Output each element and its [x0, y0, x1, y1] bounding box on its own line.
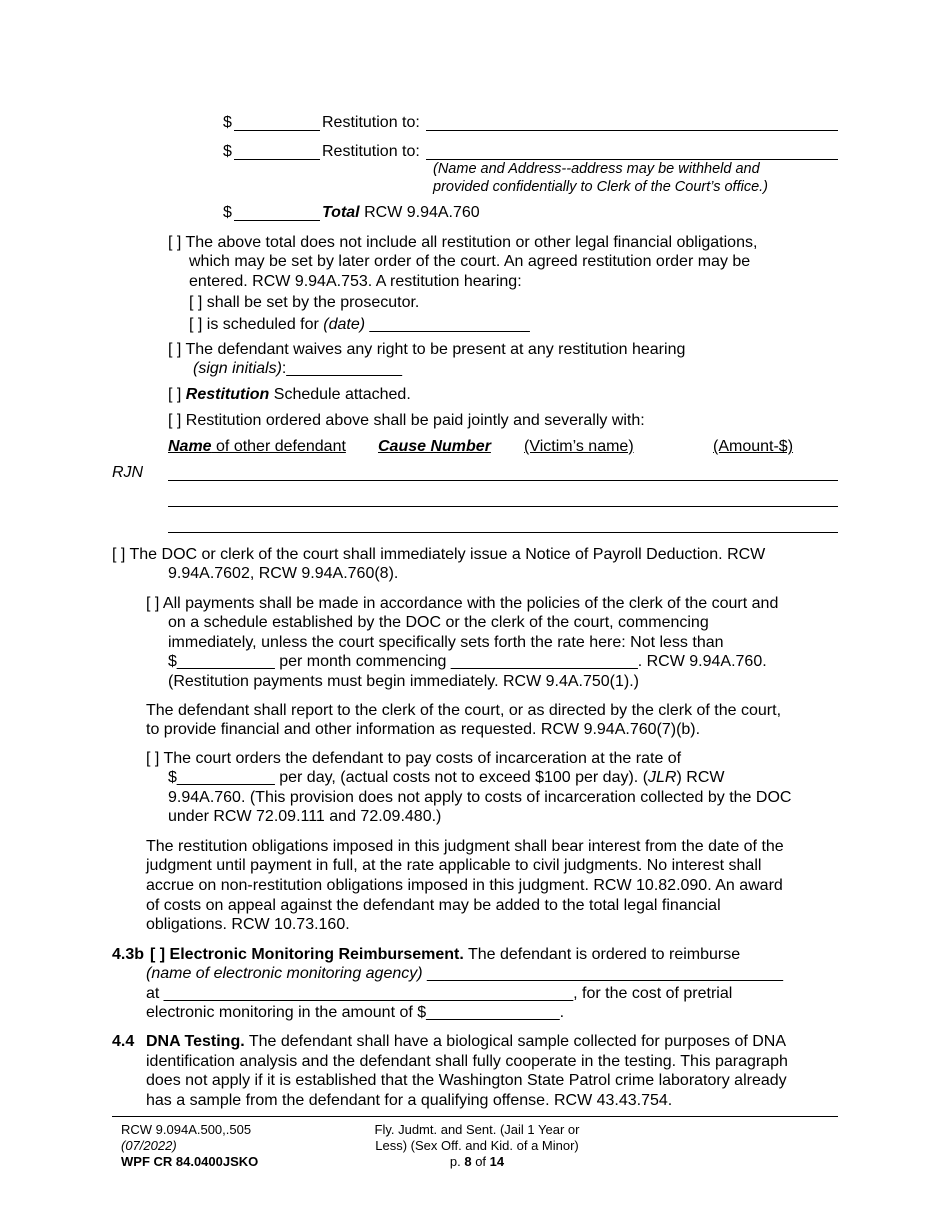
hearing-option-date	[189, 315, 530, 334]
electronic-line3: at ______________________________________________, for the cost of pretrial	[146, 985, 733, 1002]
footer-date: (07/2022)	[121, 1138, 177, 1153]
total-note-line3: entered. RCW 9.94A.753. A restitution hearing:	[189, 273, 522, 290]
dna-line1-text: The defendant shall have a biological sample collected for purposes of DNA	[244, 1033, 787, 1050]
total-word: Total	[322, 204, 360, 221]
rjn-label: RJN	[112, 464, 144, 481]
interest-line4: of costs on appeal against the defendant may be added to the total legal financial	[146, 897, 721, 914]
schedule-checkbox[interactable]: [ ]	[168, 386, 186, 403]
page-of: of	[471, 1154, 490, 1169]
dollar-sign-2: $	[223, 143, 232, 160]
col-victim-name: (Victim’s name)	[524, 438, 634, 455]
incarceration-line2	[168, 768, 724, 787]
incarceration-line4: under RCW 72.09.111 and 72.09.480.)	[168, 808, 442, 825]
restitution-bold: Restitution	[185, 386, 270, 403]
total-rcw: RCW 9.94A.760	[364, 204, 480, 221]
payments-line3: immediately, unless the court specifically sets forth the rate here: Not less than	[168, 634, 724, 651]
payroll-line2: 9.94A.7602, RCW 9.94A.760(8).	[168, 565, 399, 582]
waive-line2	[193, 359, 402, 378]
total-amount-blank[interactable]	[234, 220, 320, 221]
section-4-4-number: 4.4	[112, 1033, 135, 1050]
report-line1: The defendant shall report to the clerk of the court, or as directed by the clerk of the court,	[146, 702, 782, 719]
electronic-line1-text: The defendant is ordered to reimburse	[463, 946, 741, 963]
interest-line3: accrue on non-restitution obligations imposed in this judgment. RCW 10.82.090. An award	[146, 877, 783, 894]
date-label: (date)	[323, 316, 366, 333]
hearing-date-blank[interactable]: __________________	[369, 316, 530, 333]
dollar-sign-total: $	[223, 204, 232, 221]
payments-line5: (Restitution payments must begin immediately. RCW 9.4A.750(1).)	[168, 673, 639, 690]
electronic-heading: [ ] Electronic Monitoring Reimbursement.	[150, 946, 464, 963]
total-line	[322, 203, 480, 222]
report-line2: to provide financial and other information as requested. RCW 9.94A.760(7)(b).	[146, 721, 701, 738]
restitution-to-label-2: Restitution to:	[322, 143, 420, 160]
dna-line2: identification analysis and the defendant shall fully cooperate in the testing. This paragraph	[146, 1053, 788, 1070]
payroll-line1: [ ] The DOC or clerk of the court shall immediately issue a Notice of Payroll Deduction. RCW	[112, 546, 766, 563]
electronic-line2	[146, 964, 783, 983]
sign-initials-label: (sign initials)	[193, 360, 282, 377]
hearing-option-prosecutor: [ ] shall be set by the prosecutor.	[189, 294, 420, 311]
restitution-name-blank-1[interactable]	[426, 130, 838, 131]
dna-line3: does not apply if it is established that the Washington State Patrol crime laboratory already	[146, 1072, 787, 1089]
page-total: 14	[489, 1154, 505, 1169]
joint-defendant-blank-2[interactable]	[168, 506, 838, 507]
incarceration-rcw: ) RCW	[676, 769, 725, 786]
jointly-line: [ ] Restitution ordered above shall be paid jointly and severally with:	[168, 412, 645, 429]
address-note-line2: provided confidentially to Clerk of the Court’s office.)	[433, 179, 769, 195]
section-4-3b-number: 4.3b	[112, 946, 145, 963]
jlr-label: JLR	[648, 769, 677, 786]
payments-line1: [ ] All payments shall be made in accordance with the policies of the clerk of the court and	[146, 595, 779, 612]
col-name-other-defendant	[168, 437, 346, 456]
total-note-line2: which may be set by later order of the court. An agreed restitution order may be	[189, 253, 751, 270]
restitution-name-blank-2[interactable]	[426, 159, 838, 160]
dna-line1	[146, 1032, 786, 1051]
incarceration-rate-text: $___________ per day, (actual costs not to exceed $100 per day). (	[168, 769, 649, 786]
name-bold: Name	[168, 438, 212, 455]
footer-page-number	[367, 1154, 587, 1170]
interest-line1: The restitution obligations imposed in this judgment shall bear interest from the date of the	[146, 838, 784, 855]
interest-line5: obligations. RCW 10.73.160.	[146, 916, 350, 933]
footer-rcw: RCW 9.094A.500,.505	[121, 1122, 252, 1137]
interest-line2: judgment until payment in full, at the rate applicable to civil judgments. No interest shall	[146, 857, 762, 874]
incarceration-line1: [ ] The court orders the defendant to pay costs of incarceration at the rate of	[146, 750, 682, 767]
agency-name-blank[interactable]: ________________________________________	[422, 965, 783, 982]
footer-form-number: WPF CR 84.0400JSKO	[121, 1154, 259, 1169]
electronic-line4: electronic monitoring in the amount of $_______________.	[146, 1004, 565, 1021]
agency-name-label: (name of electronic monitoring agency)	[146, 965, 423, 982]
amount-blank-1[interactable]	[234, 130, 320, 131]
electronic-line1	[150, 945, 740, 964]
name-rest: of other defendant	[211, 438, 346, 455]
dna-heading: DNA Testing.	[146, 1033, 245, 1050]
hearing-date-prefix: [ ] is scheduled for	[189, 316, 324, 333]
schedule-attached-text: Schedule attached.	[269, 386, 411, 403]
amount-blank-2[interactable]	[234, 159, 320, 160]
dollar-sign-1: $	[223, 114, 232, 131]
col-cause-number: Cause Number	[378, 438, 491, 455]
payments-line4: $___________ per month commencing _____________________. RCW 9.94A.760.	[168, 653, 767, 670]
col-amount: (Amount-$)	[713, 438, 794, 455]
incarceration-line3: 9.94A.760. (This provision does not apply to costs of incarceration collected by the DOC	[168, 789, 792, 806]
footer-title-line1: Fly. Judmt. and Sent. (Jail 1 Year or	[374, 1122, 580, 1137]
footer-divider	[112, 1116, 838, 1117]
dna-line4: has a sample from the defendant for a qualifying offense. RCW 43.43.754.	[146, 1092, 673, 1109]
page-prefix: p.	[449, 1154, 465, 1169]
waive-line1: [ ] The defendant waives any right to be present at any restitution hearing	[168, 341, 686, 358]
address-note-line1: (Name and Address--address may be withheld and	[433, 161, 760, 177]
restitution-to-label-1: Restitution to:	[322, 114, 420, 131]
schedule-attached-line	[168, 385, 411, 404]
payments-line2: on a schedule established by the DOC or the clerk of the court, commencing	[168, 614, 709, 631]
joint-defendant-blank-1[interactable]	[168, 480, 838, 481]
page-current: 8	[464, 1154, 472, 1169]
initials-blank[interactable]: :_____________	[281, 360, 403, 377]
joint-defendant-blank-3[interactable]	[168, 532, 838, 533]
total-note-line1: [ ] The above total does not include all restitution or other legal financial obligations,	[168, 234, 758, 251]
footer-title-line2: Less) (Sex Off. and Kid. of a Minor)	[375, 1138, 579, 1153]
